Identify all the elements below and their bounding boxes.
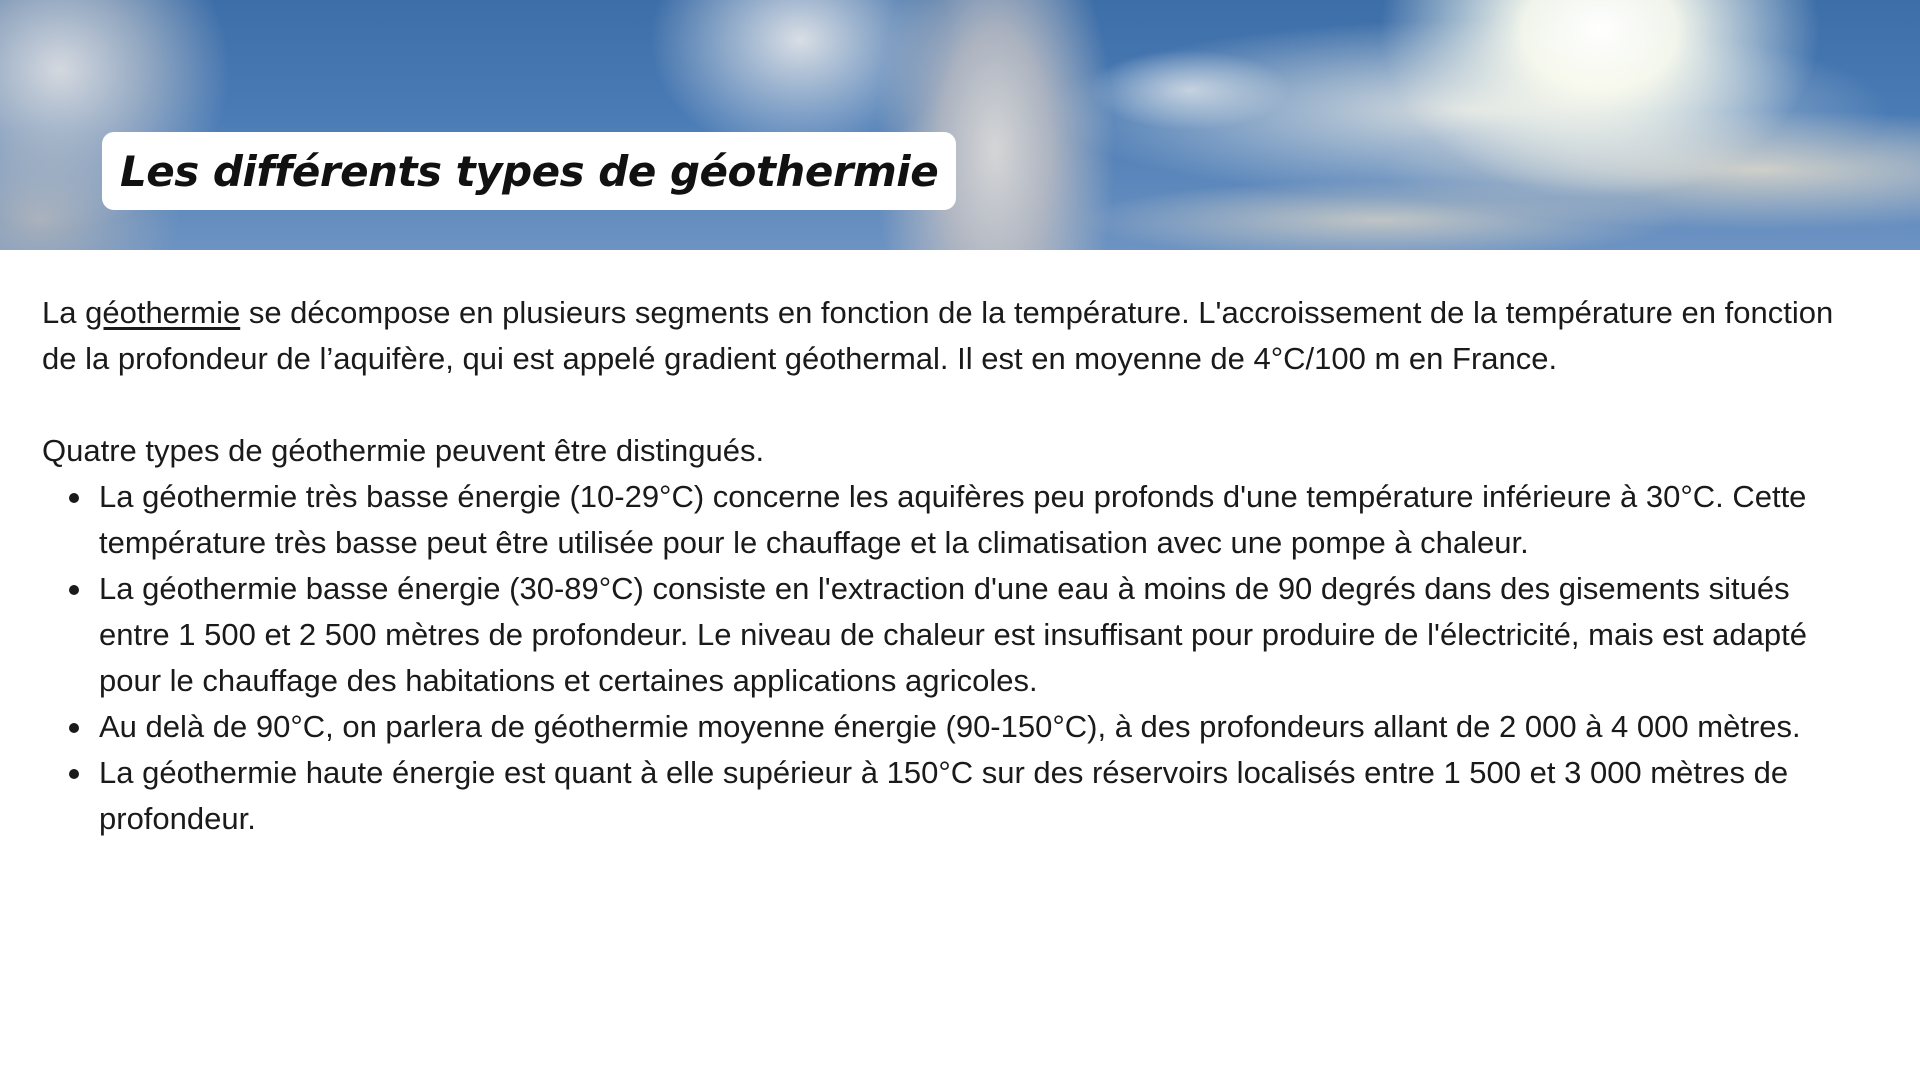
- types-intro: Quatre types de géothermie peuvent être distingués.: [42, 433, 765, 468]
- header-banner-image: [0, 0, 1920, 250]
- list-item: [99, 474, 1842, 566]
- intro-text: se décompose en plusieurs segments en fonction de la température. L'accroissement de la température en fonction de la profondeur de l’aquifère, qui est appelé gradient géothermal. Il est en moyenne de 4°C/100 m en France.: [42, 295, 1834, 376]
- page-title: Les différents types de géothermie: [120, 146, 939, 196]
- paragraph-spacer: [42, 382, 1842, 428]
- list-item: [99, 566, 1842, 704]
- intro-prefix: La: [42, 295, 86, 330]
- list-item-text: La géothermie basse énergie (30-89°C) consiste en l'extraction d'une eau à moins de 90 degrés dans des gisements situés entre 1 500 et 2 500 mètres de profondeur. Le niveau de chaleur est insuffisant pour produire de l'électricité, mais est adapté pour le chauffage des habitations et certaines applications agricoles.: [99, 571, 1807, 698]
- list-item-text: La géothermie haute énergie est quant à elle supérieur à 150°C sur des réservoirs localisés entre 1 500 et 3 000 mètres de profondeur.: [99, 755, 1789, 836]
- list-item-text: Au delà de 90°C, on parlera de géothermie moyenne énergie (90-150°C), à des profondeurs allant de 2 000 à 4 000 mètres.: [99, 709, 1801, 744]
- bullet-icon: [69, 723, 79, 733]
- list-item: [99, 750, 1842, 842]
- intro-paragraph: [42, 290, 1842, 382]
- bullet-icon: [69, 585, 79, 595]
- title-box: [102, 132, 956, 210]
- main-content: [42, 290, 1842, 842]
- list-item-text: La géothermie très basse énergie (10-29°C) concerne les aquifères peu profonds d'une température inférieure à 30°C. Cette température très basse peut être utilisée pour le chauffage et la climatisation avec une pompe à chaleur.: [99, 479, 1807, 560]
- list-item: [99, 704, 1842, 750]
- bullet-icon: [69, 769, 79, 779]
- types-list: [42, 474, 1842, 842]
- bullet-icon: [69, 493, 79, 503]
- geothermie-link[interactable]: géothermie: [85, 295, 241, 330]
